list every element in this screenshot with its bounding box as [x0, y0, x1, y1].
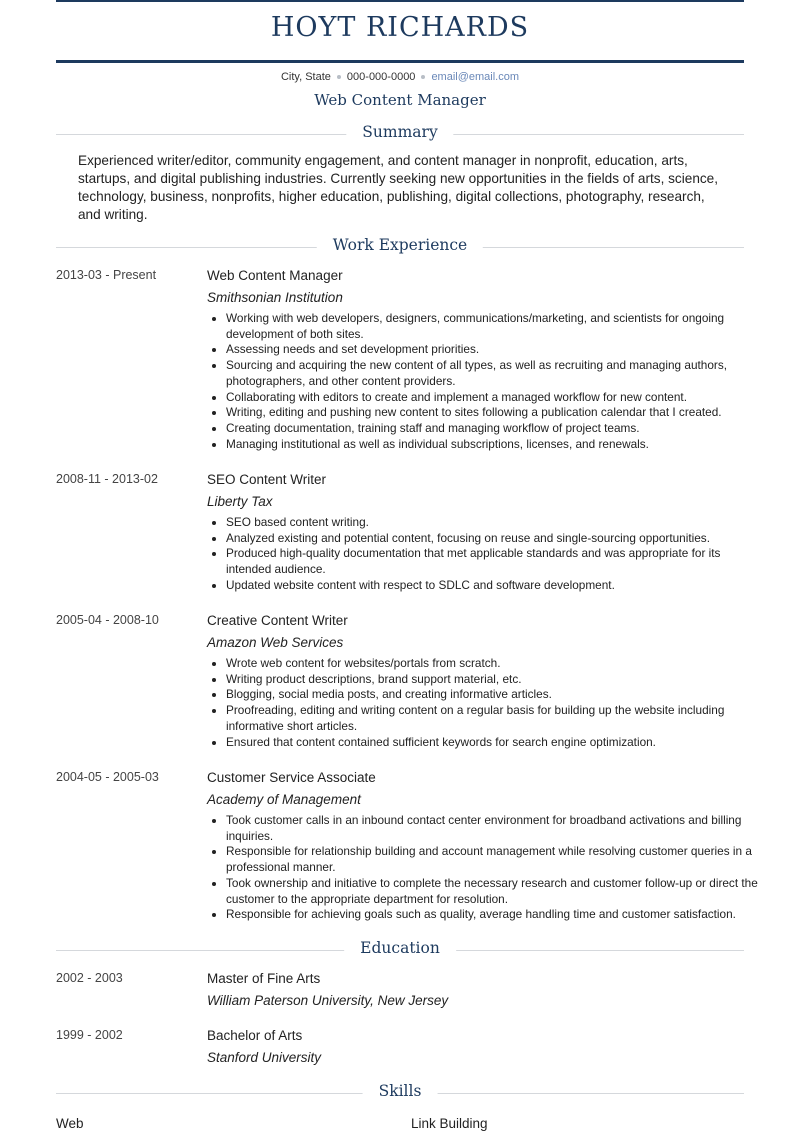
skill-item: Web	[56, 1116, 84, 1131]
section-title: Education	[344, 939, 456, 957]
name-divider	[56, 60, 744, 63]
candidate-name: HOYT RICHARDS	[270, 12, 530, 43]
job-bullet: • Wrote web content for websites/portals from scratch.	[226, 656, 766, 672]
education-dates: 2002 - 2003	[56, 971, 123, 985]
section-title: Skills	[363, 1082, 438, 1100]
work-experience-heading	[56, 236, 744, 260]
education-school: William Paterson University, New Jersey	[207, 993, 449, 1008]
job-dates: 2013-03 - Present	[56, 268, 157, 282]
job-role: Customer Service Associate	[207, 770, 376, 785]
job-bullet: • Sourcing and acquiring the new content of all types, as well as recruiting and managing authors, photographers, and other content providers.	[226, 358, 766, 389]
skill-item: Link Building	[411, 1116, 488, 1131]
job-bullet: • Collaborating with editors to create and implement a managed workflow for new content.	[226, 390, 766, 406]
education-degree: Bachelor of Arts	[207, 1028, 303, 1043]
top-border	[56, 0, 744, 2]
job-dates: 2005-04 - 2008-10	[56, 613, 159, 627]
job-bullets	[207, 515, 766, 594]
job-bullets	[207, 813, 766, 923]
job-bullet: • Produced high-quality documentation that met applicable standards and was appropriate for its intended audience.	[226, 546, 766, 577]
job-organization: Smithsonian Institution	[207, 290, 343, 305]
job-bullets	[207, 656, 766, 750]
job-bullet: • Analyzed existing and potential content, focusing on reuse and single-sourcing opportunities.	[226, 531, 766, 547]
job-bullet: • Took ownership and initiative to complete the necessary research and customer follow-up or direct the customer to the appropriate department for resolution.	[226, 876, 766, 907]
job-role: Creative Content Writer	[207, 613, 348, 628]
summary-heading	[56, 123, 744, 147]
job-dates: 2004-05 - 2005-03	[56, 770, 159, 784]
section-title: Summary	[346, 123, 453, 141]
job-bullet: • Ensured that content contained sufficient keywords for search engine optimization.	[226, 735, 766, 751]
job-role: SEO Content Writer	[207, 472, 327, 487]
skills-heading	[56, 1082, 744, 1106]
job-role: Web Content Manager	[207, 268, 343, 283]
job-bullet: • Managing institutional as well as individual subscriptions, licenses, and renewals.	[226, 437, 766, 453]
job-bullet: • Writing, editing and pushing new content to sites following a publication calendar that I created.	[226, 405, 766, 421]
job-title: Web Content Manager	[314, 91, 486, 109]
job-bullet: • Writing product descriptions, brand support material, etc.	[226, 672, 766, 688]
job-bullet: • Responsible for relationship building and account management while resolving customer queries in a professional manner.	[226, 844, 766, 875]
job-bullet: • SEO based content writing.	[226, 515, 766, 531]
contact-city: City, State	[280, 71, 331, 83]
job-bullet: • Working with web developers, designers, communications/marketing, and scientists for ongoing development of both sites.	[226, 311, 766, 342]
education-dates: 1999 - 2002	[56, 1028, 123, 1042]
contact-line	[0, 71, 800, 83]
job-bullets	[207, 311, 766, 452]
job-organization: Liberty Tax	[207, 494, 273, 509]
separator-dot-icon	[421, 75, 425, 79]
education-school: Stanford University	[207, 1050, 322, 1065]
job-bullet: • Blogging, social media posts, and creating informative articles.	[226, 687, 766, 703]
separator-dot-icon	[337, 75, 341, 79]
job-dates: 2008-11 - 2013-02	[56, 472, 158, 486]
contact-email[interactable]: email@email.com	[431, 71, 520, 83]
job-bullet: • Responsible for achieving goals such as quality, average handling time and customer satisfaction.	[226, 907, 766, 923]
summary-text: Experienced writer/editor, community engagement, and content manager in nonprofit, education, arts, startups, and digital publishing industries. Currently seeking new opportunities in the fields of arts, science, technology, business, nonprofits, higher education, publishing, digital collections, photography, research, and writing.	[78, 153, 719, 222]
job-bullet: • Assessing needs and set development priorities.	[226, 342, 766, 358]
job-organization: Academy of Management	[207, 792, 361, 807]
job-bullet: • Creating documentation, training staff and managing workflow of project teams.	[226, 421, 766, 437]
section-title: Work Experience	[317, 236, 483, 254]
job-bullet: • Updated website content with respect to SDLC and software development.	[226, 578, 766, 594]
education-degree: Master of Fine Arts	[207, 971, 321, 986]
job-bullet: • Proofreading, editing and writing content on a regular basis for building up the website including informative short articles.	[226, 703, 766, 734]
job-bullet: • Took customer calls in an inbound contact center environment for broadband activations and billing inquiries.	[226, 813, 766, 844]
job-organization: Amazon Web Services	[207, 635, 344, 650]
education-heading	[56, 939, 744, 963]
contact-phone: 000-000-0000	[346, 71, 416, 83]
